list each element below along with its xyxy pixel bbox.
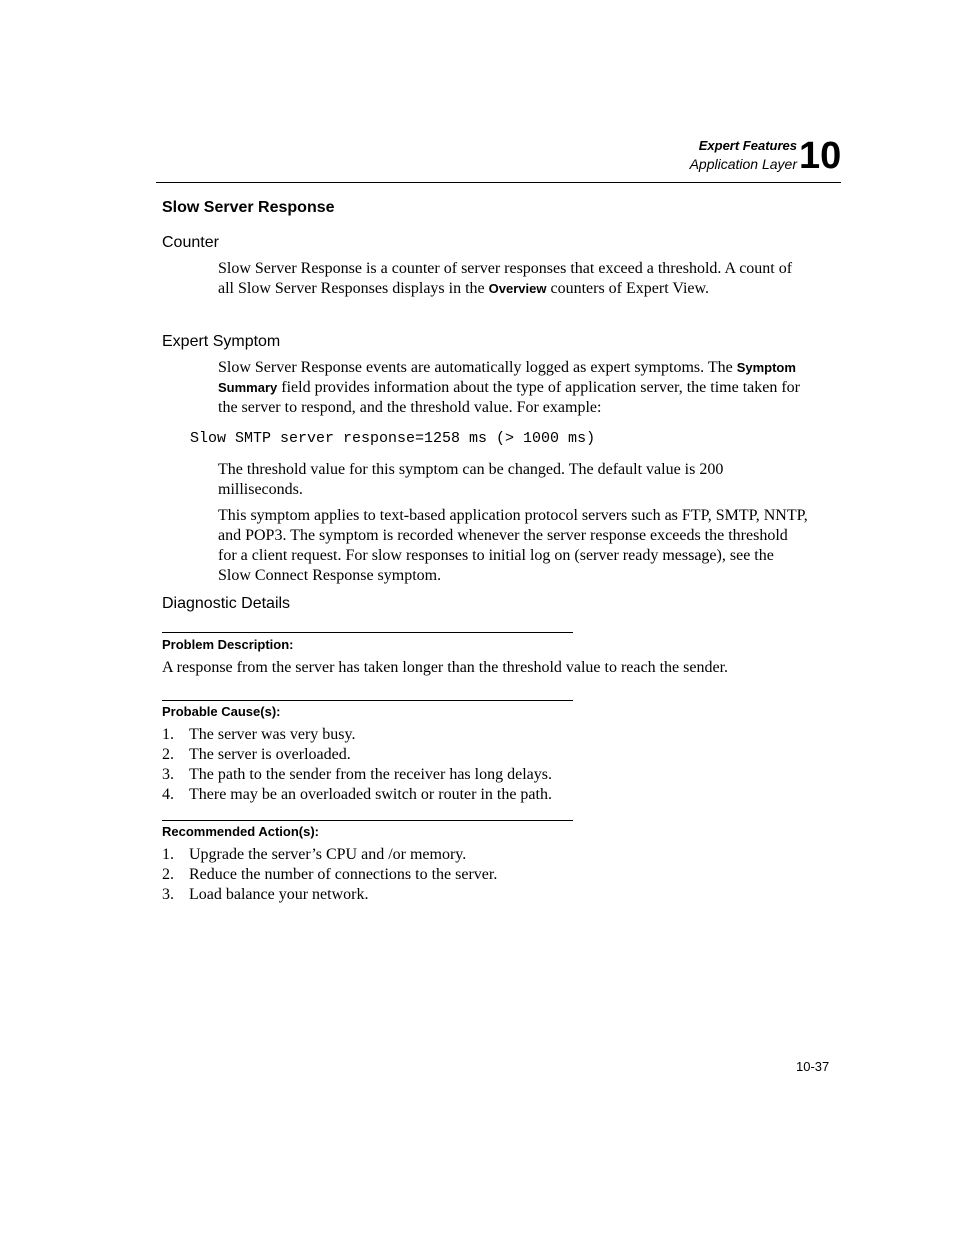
list-item-text: The server was very busy. [189,726,356,743]
symptom-paragraph-1 [218,358,808,418]
actions-divider [162,820,573,821]
counter-text-2: counters of Expert View. [546,280,710,297]
list-item-text: Upgrade the server’s CPU and /or memory. [189,846,467,863]
code-example: Slow SMTP server response=1258 ms (> 1000 ms) [190,430,596,447]
causes-label: Probable Cause(s): [162,704,281,719]
counter-text-1: Slow Server Response is a counter of server responses that exceed a threshold. A count of all Slow Server Responses displays in the [218,260,793,297]
page-title: Slow Server Response [162,199,335,216]
list-item-number: 1. [162,726,174,743]
list-item-text: The path to the sender from the receiver has long delays. [189,766,552,783]
list-item [162,745,802,765]
list-item [162,845,802,865]
problem-label: Problem Description: [162,637,294,652]
list-item [162,785,802,805]
list-item-number: 3. [162,766,174,783]
list-item [162,725,802,745]
counter-paragraph [218,259,808,299]
symptom-text-1: Slow Server Response events are automatically logged as expert symptoms. The [218,359,737,376]
causes-divider [162,700,573,701]
expert-symptom-heading: Expert Symptom [162,333,281,350]
header-chapter-number: 10 [799,135,842,177]
list-item-text: The server is overloaded. [189,746,351,763]
header-chapter-title: Expert Features [698,138,797,153]
list-item-number: 2. [162,746,174,763]
list-item [162,865,802,885]
list-item-text: Load balance your network. [189,886,369,903]
list-item-text: Reduce the number of connections to the server. [189,866,498,883]
list-item-number: 2. [162,866,174,883]
problem-divider [162,632,573,633]
page-number: 10-37 [796,1059,830,1074]
symptom-paragraph-2: The threshold value for this symptom can be changed. The default value is 200 milliseconds. [218,461,724,498]
diagnostic-heading: Diagnostic Details [162,595,291,612]
actions-label: Recommended Action(s): [162,824,319,839]
list-item-text: There may be an overloaded switch or router in the path. [189,786,552,803]
symptom-text-2: field provides information about the type of application server, the time taken for the server to respond, and the threshold value. For example: [218,379,800,416]
counter-heading: Counter [162,234,219,251]
list-item-number: 4. [162,786,174,803]
list-item-number: 3. [162,886,174,903]
problem-text: A response from the server has taken longer than the threshold value to reach the sender. [162,659,729,676]
symptom-paragraph-3: This symptom applies to text-based application protocol servers such as FTP, SMTP, NNTP, and POP3. The symptom is recorded whenever the server response exceeds the threshold for a client request. For slow responses to initial log on (server ready message), see the Slow Connect Response symptom. [218,507,808,584]
header-rule [156,182,841,183]
list-item [162,765,802,785]
header-section-title: Application Layer [689,156,797,172]
overview-term: Overview [488,281,547,296]
list-item [162,885,802,905]
list-item-number: 1. [162,846,174,863]
actions-list [162,845,802,905]
symptom-summary-term: Symptom Summary [218,360,796,395]
causes-list [162,725,802,805]
